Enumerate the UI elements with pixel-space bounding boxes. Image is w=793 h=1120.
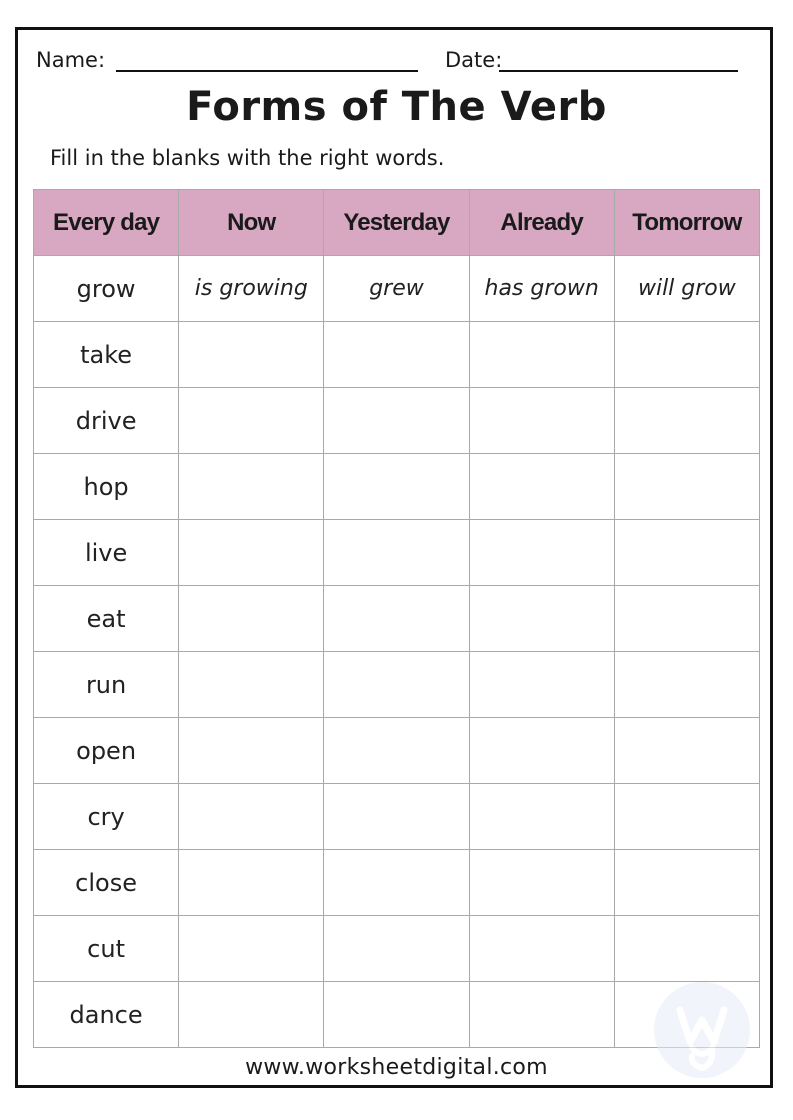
- verb-cell: drive: [34, 388, 179, 454]
- blank-cell-yesterday[interactable]: [324, 454, 469, 520]
- verb-cell: live: [34, 520, 179, 586]
- column-header-yesterday: Yesterday: [324, 190, 469, 256]
- name-date-row: [36, 48, 746, 78]
- blank-cell-tomorrow[interactable]: [614, 718, 759, 784]
- blank-cell-yesterday[interactable]: [324, 784, 469, 850]
- blank-cell-tomorrow[interactable]: [614, 784, 759, 850]
- blank-cell-yesterday[interactable]: [324, 322, 469, 388]
- table-row: [34, 982, 760, 1048]
- example-every-day: grow: [34, 256, 179, 322]
- blank-cell-now[interactable]: [179, 322, 324, 388]
- blank-cell-tomorrow[interactable]: [614, 586, 759, 652]
- blank-cell-tomorrow[interactable]: [614, 388, 759, 454]
- table-row: [34, 388, 760, 454]
- blank-cell-already[interactable]: [469, 652, 614, 718]
- blank-cell-now[interactable]: [179, 520, 324, 586]
- table-row: [34, 916, 760, 982]
- instructions: Fill in the blanks with the right words.: [50, 146, 445, 170]
- blank-cell-now[interactable]: [179, 586, 324, 652]
- blank-cell-now[interactable]: [179, 388, 324, 454]
- blank-cell-already[interactable]: [469, 718, 614, 784]
- blank-cell-already[interactable]: [469, 850, 614, 916]
- verb-forms-table: [33, 189, 760, 1048]
- blank-cell-already[interactable]: [469, 784, 614, 850]
- example-already: has grown: [469, 256, 614, 322]
- blank-cell-already[interactable]: [469, 322, 614, 388]
- verb-cell: eat: [34, 586, 179, 652]
- blank-cell-yesterday[interactable]: [324, 652, 469, 718]
- verb-cell: run: [34, 652, 179, 718]
- example-tomorrow: will grow: [614, 256, 759, 322]
- blank-cell-now[interactable]: [179, 982, 324, 1048]
- blank-cell-yesterday[interactable]: [324, 982, 469, 1048]
- blank-cell-now[interactable]: [179, 850, 324, 916]
- table-row: [34, 784, 760, 850]
- verb-cell: close: [34, 850, 179, 916]
- blank-cell-tomorrow[interactable]: [614, 322, 759, 388]
- date-blank[interactable]: [499, 70, 738, 72]
- verb-cell: dance: [34, 982, 179, 1048]
- blank-cell-tomorrow[interactable]: [614, 520, 759, 586]
- blank-cell-now[interactable]: [179, 916, 324, 982]
- table-row: [34, 454, 760, 520]
- example-now: is growing: [179, 256, 324, 322]
- table-row: [34, 718, 760, 784]
- blank-cell-tomorrow[interactable]: [614, 454, 759, 520]
- blank-cell-already[interactable]: [469, 520, 614, 586]
- verb-cell: hop: [34, 454, 179, 520]
- example-row: [34, 256, 760, 322]
- verb-cell: take: [34, 322, 179, 388]
- table-row: [34, 520, 760, 586]
- blank-cell-yesterday[interactable]: [324, 586, 469, 652]
- table-row: [34, 652, 760, 718]
- blank-cell-now[interactable]: [179, 784, 324, 850]
- blank-cell-tomorrow[interactable]: [614, 850, 759, 916]
- blank-cell-yesterday[interactable]: [324, 388, 469, 454]
- blank-cell-already[interactable]: [469, 982, 614, 1048]
- date-label: Date:: [445, 48, 503, 72]
- table-row: [34, 850, 760, 916]
- blank-cell-already[interactable]: [469, 586, 614, 652]
- blank-cell-now[interactable]: [179, 652, 324, 718]
- column-header-every-day: Every day: [34, 190, 179, 256]
- blank-cell-now[interactable]: [179, 454, 324, 520]
- footer-website-link[interactable]: www.worksheetdigital.com: [245, 1055, 548, 1080]
- column-header-already: Already: [469, 190, 614, 256]
- worksheet-title: Forms of The Verb: [186, 84, 607, 130]
- column-header-tomorrow: Tomorrow: [614, 190, 759, 256]
- name-label: Name:: [36, 48, 106, 72]
- table-row: [34, 586, 760, 652]
- blank-cell-tomorrow[interactable]: [614, 916, 759, 982]
- blank-cell-already[interactable]: [469, 916, 614, 982]
- name-blank[interactable]: [116, 70, 418, 72]
- table-row: [34, 322, 760, 388]
- blank-cell-yesterday[interactable]: [324, 850, 469, 916]
- verb-cell: cut: [34, 916, 179, 982]
- example-yesterday: grew: [324, 256, 469, 322]
- blank-cell-yesterday[interactable]: [324, 520, 469, 586]
- blank-cell-yesterday[interactable]: [324, 916, 469, 982]
- blank-cell-already[interactable]: [469, 454, 614, 520]
- blank-cell-yesterday[interactable]: [324, 718, 469, 784]
- verb-cell: open: [34, 718, 179, 784]
- blank-cell-tomorrow[interactable]: [614, 652, 759, 718]
- blank-cell-already[interactable]: [469, 388, 614, 454]
- column-header-now: Now: [179, 190, 324, 256]
- blank-cell-now[interactable]: [179, 718, 324, 784]
- table-header-row: [34, 190, 760, 256]
- verb-cell: cry: [34, 784, 179, 850]
